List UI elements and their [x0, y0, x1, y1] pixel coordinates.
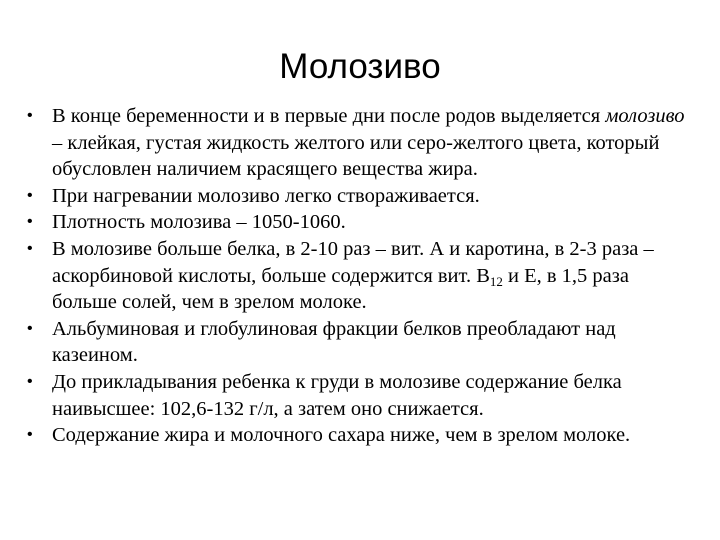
slide-title: Молозиво: [279, 47, 441, 86]
item-text: При нагревании молозиво легко створаживается.: [52, 184, 480, 207]
bullet-icon: •: [27, 426, 33, 444]
item-emphasis: молозиво: [605, 105, 685, 127]
list-item: [0, 183, 690, 210]
list-item: [0, 236, 690, 316]
bullet-list: [0, 103, 690, 449]
bullet-icon: •: [27, 213, 33, 231]
item-text: До прикладывания ребенка к груди в молозиве содержание белка наивысшее: 102,6-132 г/л, а затем оно снижается.: [52, 370, 622, 420]
item-text: Плотность молозива – 1050-1060.: [52, 211, 346, 234]
list-item: [0, 316, 690, 369]
bullet-icon: •: [27, 186, 33, 204]
list-item: [0, 103, 690, 183]
bullet-icon: •: [27, 107, 33, 124]
list-item: [0, 369, 690, 422]
item-text: и Е, в 1,5 раза больше солей, чем в зрелом молоке.: [52, 264, 629, 314]
item-subscript: 12: [489, 273, 503, 289]
item-text: Содержание жира и молочного сахара ниже, чем в зрелом молоке.: [52, 424, 631, 447]
item-text: В конце беременности и в первые дни после родов выделяется: [52, 105, 606, 127]
bullet-icon: •: [27, 372, 33, 390]
list-item: [0, 422, 690, 449]
bullet-icon: •: [27, 319, 33, 337]
list-item: [0, 209, 690, 236]
item-text: – клейкая, густая жидкость желтого или серо-желтого цвета, который обусловлен наличием красящего вещества жира.: [52, 131, 660, 181]
item-text: Альбуминовая и глобулиновая фракции белков преобладают над казеином.: [52, 317, 616, 367]
bullet-icon: •: [27, 239, 33, 257]
item-text: В молозиве больше белка, в 2-10 раз – вит. А и каротина, в 2-3 раза – аскорбиновой кислоты, больше содержится вит. В: [52, 237, 654, 287]
